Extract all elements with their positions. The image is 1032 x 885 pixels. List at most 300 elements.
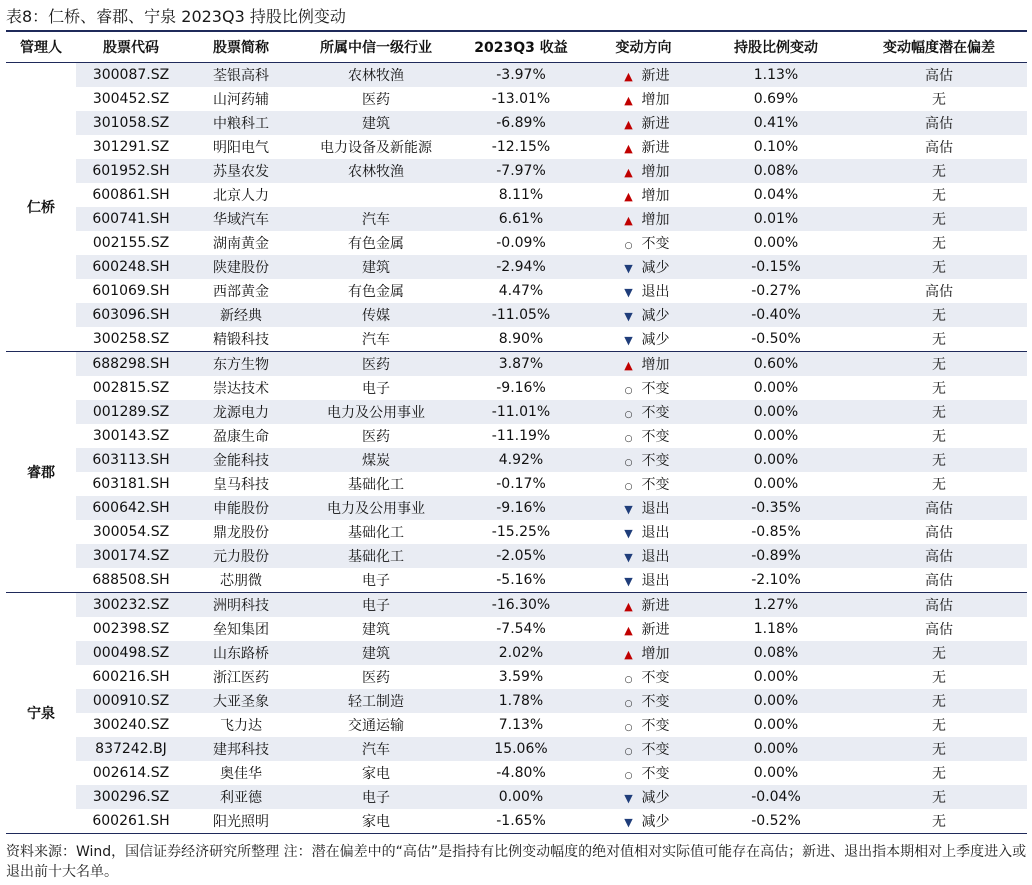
- table-row: [6, 327, 1027, 352]
- potential-bias: 无: [851, 400, 1027, 424]
- stock-name: 建邦科技: [186, 737, 296, 761]
- stock-name: 陕建股份: [186, 255, 296, 279]
- down-triangle-icon: ▼: [624, 551, 633, 564]
- down-triangle-icon: ▼: [624, 310, 633, 323]
- manager-cell: 宁泉: [6, 593, 76, 834]
- header-cell: 变动方向: [586, 31, 701, 63]
- direction-label: 增加: [641, 646, 670, 662]
- direction-label: 退出: [641, 501, 670, 517]
- stock-name: 中粮科工: [186, 111, 296, 135]
- potential-bias: 高估: [851, 520, 1027, 544]
- direction-label: 不变: [641, 453, 670, 469]
- holding-change: -0.89%: [701, 544, 851, 568]
- down-triangle-icon: ▼: [624, 286, 633, 299]
- industry: 电力设备及新能源: [296, 135, 456, 159]
- stock-name: 浙江医药: [186, 665, 296, 689]
- industry: 建筑: [296, 111, 456, 135]
- holding-change: 0.60%: [701, 352, 851, 377]
- holding-change: -0.27%: [701, 279, 851, 303]
- return: -7.54%: [456, 617, 586, 641]
- stock-name: 西部黄金: [186, 279, 296, 303]
- table-row: [6, 496, 1027, 520]
- return: -0.09%: [456, 231, 586, 255]
- return: -2.94%: [456, 255, 586, 279]
- holding-change: -0.85%: [701, 520, 851, 544]
- stock-code: 000910.SZ: [76, 689, 186, 713]
- table-row: [6, 617, 1027, 641]
- direction-label: 新进: [641, 140, 670, 156]
- table-row: [6, 87, 1027, 111]
- industry: 有色金属: [296, 231, 456, 255]
- holding-change: 0.00%: [701, 400, 851, 424]
- potential-bias: 无: [851, 207, 1027, 231]
- change-direction: [586, 472, 701, 496]
- table-row: [6, 424, 1027, 448]
- change-direction: [586, 111, 701, 135]
- change-direction: [586, 183, 701, 207]
- industry: 电子: [296, 568, 456, 593]
- stock-name: 阳光照明: [186, 809, 296, 834]
- return: -15.25%: [456, 520, 586, 544]
- direction-label: 不变: [641, 477, 670, 493]
- table-row: [6, 809, 1027, 834]
- return: 4.92%: [456, 448, 586, 472]
- holding-change: 1.18%: [701, 617, 851, 641]
- change-direction: [586, 785, 701, 809]
- return: -16.30%: [456, 593, 586, 618]
- direction-label: 增加: [641, 357, 670, 373]
- direction-label: 新进: [641, 598, 670, 614]
- change-direction: [586, 279, 701, 303]
- stock-code: 600248.SH: [76, 255, 186, 279]
- direction-label: 不变: [641, 405, 670, 421]
- stock-code: 603113.SH: [76, 448, 186, 472]
- stock-code: 301058.SZ: [76, 111, 186, 135]
- header-cell: 管理人: [6, 31, 76, 63]
- holding-change: 0.41%: [701, 111, 851, 135]
- stock-code: 603096.SH: [76, 303, 186, 327]
- change-direction: [586, 568, 701, 593]
- stock-code: 600741.SH: [76, 207, 186, 231]
- up-triangle-icon: ▲: [624, 214, 633, 227]
- table-row: [6, 376, 1027, 400]
- potential-bias: 无: [851, 713, 1027, 737]
- stock-name: 北京人力: [186, 183, 296, 207]
- stock-code: 688298.SH: [76, 352, 186, 377]
- change-direction: [586, 87, 701, 111]
- stock-code: 301291.SZ: [76, 135, 186, 159]
- change-direction: [586, 207, 701, 231]
- potential-bias: 无: [851, 303, 1027, 327]
- potential-bias: 高估: [851, 111, 1027, 135]
- stock-name: 洲明科技: [186, 593, 296, 618]
- holding-change: -0.35%: [701, 496, 851, 520]
- up-triangle-icon: ▲: [624, 142, 633, 155]
- industry: 汽车: [296, 327, 456, 352]
- stock-name: 奥佳华: [186, 761, 296, 785]
- stock-code: 688508.SH: [76, 568, 186, 593]
- holding-change: 0.00%: [701, 737, 851, 761]
- table-row: [6, 472, 1027, 496]
- table-row: [6, 544, 1027, 568]
- table-row: [6, 303, 1027, 327]
- stock-name: 鼎龙股份: [186, 520, 296, 544]
- potential-bias: 无: [851, 87, 1027, 111]
- return: -1.65%: [456, 809, 586, 834]
- table-row: [6, 279, 1027, 303]
- table-row: [6, 63, 1027, 88]
- manager-cell: 睿郡: [6, 352, 76, 593]
- industry: 轻工制造: [296, 689, 456, 713]
- potential-bias: 高估: [851, 617, 1027, 641]
- holding-change: 1.27%: [701, 593, 851, 618]
- industry: 电子: [296, 376, 456, 400]
- manager-cell: 仁桥: [6, 63, 76, 352]
- change-direction: [586, 544, 701, 568]
- holding-change: -0.50%: [701, 327, 851, 352]
- stock-name: 新经典: [186, 303, 296, 327]
- table-title: 表8：仁桥、睿郡、宁泉 2023Q3 持股比例变动: [6, 7, 346, 26]
- industry: 农林牧渔: [296, 159, 456, 183]
- potential-bias: 高估: [851, 544, 1027, 568]
- industry: 电力及公用事业: [296, 496, 456, 520]
- change-direction: [586, 327, 701, 352]
- return: -2.05%: [456, 544, 586, 568]
- direction-label: 新进: [641, 622, 670, 638]
- return: 1.78%: [456, 689, 586, 713]
- holding-change: 0.00%: [701, 472, 851, 496]
- potential-bias: 无: [851, 424, 1027, 448]
- change-direction: [586, 496, 701, 520]
- industry: 电力及公用事业: [296, 400, 456, 424]
- circle-icon: ○: [624, 482, 633, 492]
- table-row: [6, 568, 1027, 593]
- return: 8.11%: [456, 183, 586, 207]
- return: -6.89%: [456, 111, 586, 135]
- stock-code: 603181.SH: [76, 472, 186, 496]
- holding-change: -0.04%: [701, 785, 851, 809]
- direction-label: 减少: [641, 260, 670, 276]
- return: -3.97%: [456, 63, 586, 88]
- stock-name: 荃银高科: [186, 63, 296, 88]
- up-triangle-icon: ▲: [624, 600, 633, 613]
- potential-bias: 无: [851, 183, 1027, 207]
- header-cell: 变动幅度潜在偏差: [851, 31, 1027, 63]
- holding-change: 0.00%: [701, 761, 851, 785]
- direction-label: 退出: [641, 525, 670, 541]
- down-triangle-icon: ▼: [624, 503, 633, 516]
- table-body: [6, 63, 1027, 834]
- potential-bias: 高估: [851, 279, 1027, 303]
- change-direction: [586, 424, 701, 448]
- stock-name: 皇马科技: [186, 472, 296, 496]
- return: -11.01%: [456, 400, 586, 424]
- direction-label: 退出: [641, 284, 670, 300]
- table-row: [6, 713, 1027, 737]
- change-direction: [586, 665, 701, 689]
- change-direction: [586, 593, 701, 618]
- table-row: [6, 159, 1027, 183]
- potential-bias: 无: [851, 327, 1027, 352]
- potential-bias: 无: [851, 255, 1027, 279]
- table-row: [6, 207, 1027, 231]
- circle-icon: ○: [624, 458, 633, 468]
- stock-name: 湖南黄金: [186, 231, 296, 255]
- up-triangle-icon: ▲: [624, 190, 633, 203]
- change-direction: [586, 641, 701, 665]
- table-row: [6, 135, 1027, 159]
- holding-change: -2.10%: [701, 568, 851, 593]
- holding-change: 0.00%: [701, 231, 851, 255]
- header-cell: 股票简称: [186, 31, 296, 63]
- potential-bias: 无: [851, 665, 1027, 689]
- direction-label: 退出: [641, 549, 670, 565]
- stock-name: 龙源电力: [186, 400, 296, 424]
- table-row: [6, 641, 1027, 665]
- stock-code: 600861.SH: [76, 183, 186, 207]
- stock-code: 601952.SH: [76, 159, 186, 183]
- industry: 有色金属: [296, 279, 456, 303]
- return: -9.16%: [456, 376, 586, 400]
- potential-bias: 无: [851, 472, 1027, 496]
- holding-change: -0.40%: [701, 303, 851, 327]
- table-row: [6, 520, 1027, 544]
- up-triangle-icon: ▲: [624, 118, 633, 131]
- table-row: [6, 593, 1027, 618]
- change-direction: [586, 617, 701, 641]
- potential-bias: 无: [851, 352, 1027, 377]
- direction-label: 退出: [641, 573, 670, 589]
- industry: 汽车: [296, 737, 456, 761]
- industry: 家电: [296, 809, 456, 834]
- holding-change: 1.13%: [701, 63, 851, 88]
- holding-change: 0.08%: [701, 159, 851, 183]
- direction-label: 减少: [641, 308, 670, 324]
- stock-name: 苏垦农发: [186, 159, 296, 183]
- stock-name: 山东路桥: [186, 641, 296, 665]
- stock-name: 申能股份: [186, 496, 296, 520]
- table-row: [6, 665, 1027, 689]
- up-triangle-icon: ▲: [624, 166, 633, 179]
- industry: 基础化工: [296, 520, 456, 544]
- holding-change: 0.00%: [701, 424, 851, 448]
- holding-change: 0.00%: [701, 689, 851, 713]
- industry: 基础化工: [296, 544, 456, 568]
- down-triangle-icon: ▼: [624, 575, 633, 588]
- change-direction: [586, 255, 701, 279]
- direction-label: 减少: [641, 814, 670, 830]
- industry: 医药: [296, 665, 456, 689]
- stock-code: 300240.SZ: [76, 713, 186, 737]
- industry: 电子: [296, 593, 456, 618]
- stock-code: 300258.SZ: [76, 327, 186, 352]
- holding-change: 0.00%: [701, 665, 851, 689]
- change-direction: [586, 761, 701, 785]
- potential-bias: 无: [851, 376, 1027, 400]
- circle-icon: ○: [624, 434, 633, 444]
- change-direction: [586, 737, 701, 761]
- stock-name: 华域汽车: [186, 207, 296, 231]
- industry: 传媒: [296, 303, 456, 327]
- source-note: 资料来源：Wind，国信证券经济研究所整理 注：潜在偏差中的“高估”是指持有比例变动幅度的绝对值相对实际值可能存在高估；新进、退出指本期相对上季度进入或退出前十大名单。: [6, 844, 1027, 880]
- header-row: [6, 31, 1027, 63]
- change-direction: [586, 689, 701, 713]
- return: 7.13%: [456, 713, 586, 737]
- down-triangle-icon: ▼: [624, 816, 633, 829]
- potential-bias: 无: [851, 448, 1027, 472]
- potential-bias: 无: [851, 737, 1027, 761]
- direction-label: 增加: [641, 164, 670, 180]
- return: 6.61%: [456, 207, 586, 231]
- change-direction: [586, 352, 701, 377]
- industry: 建筑: [296, 255, 456, 279]
- circle-icon: ○: [624, 675, 633, 685]
- down-triangle-icon: ▼: [624, 262, 633, 275]
- industry: 建筑: [296, 641, 456, 665]
- direction-label: 增加: [641, 188, 670, 204]
- holding-change: -0.15%: [701, 255, 851, 279]
- up-triangle-icon: ▲: [624, 624, 633, 637]
- circle-icon: ○: [624, 699, 633, 709]
- circle-icon: ○: [624, 241, 633, 251]
- table-row: [6, 400, 1027, 424]
- header-cell: 持股比例变动: [701, 31, 851, 63]
- return: -11.19%: [456, 424, 586, 448]
- circle-icon: ○: [624, 386, 633, 396]
- table-row: [6, 352, 1027, 377]
- stock-name: 精锻科技: [186, 327, 296, 352]
- direction-label: 新进: [641, 68, 670, 84]
- stock-code: 601069.SH: [76, 279, 186, 303]
- return: 2.02%: [456, 641, 586, 665]
- holding-change: 0.08%: [701, 641, 851, 665]
- holding-change: 0.00%: [701, 376, 851, 400]
- table-row: [6, 785, 1027, 809]
- stock-code: 001289.SZ: [76, 400, 186, 424]
- direction-label: 新进: [641, 116, 670, 132]
- industry: 医药: [296, 352, 456, 377]
- industry: 汽车: [296, 207, 456, 231]
- stock-code: 300296.SZ: [76, 785, 186, 809]
- return: -9.16%: [456, 496, 586, 520]
- table-row: [6, 761, 1027, 785]
- stock-name: 盈康生命: [186, 424, 296, 448]
- potential-bias: 无: [851, 761, 1027, 785]
- table-row: [6, 255, 1027, 279]
- change-direction: [586, 231, 701, 255]
- direction-label: 不变: [641, 742, 670, 758]
- potential-bias: 高估: [851, 593, 1027, 618]
- stock-code: 002155.SZ: [76, 231, 186, 255]
- stock-code: 300232.SZ: [76, 593, 186, 618]
- potential-bias: 高估: [851, 63, 1027, 88]
- potential-bias: 无: [851, 785, 1027, 809]
- direction-label: 不变: [641, 718, 670, 734]
- direction-label: 增加: [641, 212, 670, 228]
- stock-name: 利亚德: [186, 785, 296, 809]
- holding-change: 0.00%: [701, 713, 851, 737]
- return: 3.87%: [456, 352, 586, 377]
- header-cell: 2023Q3 收益: [456, 31, 586, 63]
- down-triangle-icon: ▼: [624, 527, 633, 540]
- change-direction: [586, 63, 701, 88]
- industry: 家电: [296, 761, 456, 785]
- stock-code: 000498.SZ: [76, 641, 186, 665]
- industry: 建筑: [296, 617, 456, 641]
- stock-code: 002398.SZ: [76, 617, 186, 641]
- circle-icon: ○: [624, 747, 633, 757]
- change-direction: [586, 303, 701, 327]
- stock-name: 明阳电气: [186, 135, 296, 159]
- up-triangle-icon: ▲: [624, 648, 633, 661]
- change-direction: [586, 713, 701, 737]
- stock-name: 东方生物: [186, 352, 296, 377]
- direction-label: 不变: [641, 670, 670, 686]
- stock-code: 837242.BJ: [76, 737, 186, 761]
- return: 8.90%: [456, 327, 586, 352]
- down-triangle-icon: ▼: [624, 792, 633, 805]
- potential-bias: 无: [851, 231, 1027, 255]
- industry: 电子: [296, 785, 456, 809]
- industry: 医药: [296, 424, 456, 448]
- potential-bias: 无: [851, 159, 1027, 183]
- holding-change: 0.00%: [701, 448, 851, 472]
- direction-label: 减少: [641, 790, 670, 806]
- change-direction: [586, 400, 701, 424]
- table-row: [6, 737, 1027, 761]
- return: -11.05%: [456, 303, 586, 327]
- stock-name: 崇达技术: [186, 376, 296, 400]
- stock-code: 300452.SZ: [76, 87, 186, 111]
- change-direction: [586, 135, 701, 159]
- stock-name: 大亚圣象: [186, 689, 296, 713]
- industry: [296, 183, 456, 207]
- holding-change: -0.52%: [701, 809, 851, 834]
- change-direction: [586, 520, 701, 544]
- holding-change: 0.69%: [701, 87, 851, 111]
- stock-name: 芯朋微: [186, 568, 296, 593]
- stock-code: 600261.SH: [76, 809, 186, 834]
- holding-change: 0.10%: [701, 135, 851, 159]
- header-cell: 股票代码: [76, 31, 186, 63]
- stock-name: 元力股份: [186, 544, 296, 568]
- return: 15.06%: [456, 737, 586, 761]
- industry: 基础化工: [296, 472, 456, 496]
- stock-code: 300143.SZ: [76, 424, 186, 448]
- change-direction: [586, 448, 701, 472]
- change-direction: [586, 159, 701, 183]
- return: -13.01%: [456, 87, 586, 111]
- potential-bias: 无: [851, 641, 1027, 665]
- industry: 交通运输: [296, 713, 456, 737]
- stock-code: 600642.SH: [76, 496, 186, 520]
- table-row: [6, 689, 1027, 713]
- stock-code: 600216.SH: [76, 665, 186, 689]
- return: -4.80%: [456, 761, 586, 785]
- potential-bias: 高估: [851, 135, 1027, 159]
- holding-change: 0.04%: [701, 183, 851, 207]
- industry: 煤炭: [296, 448, 456, 472]
- stock-code: 300174.SZ: [76, 544, 186, 568]
- change-direction: [586, 809, 701, 834]
- return: -0.17%: [456, 472, 586, 496]
- circle-icon: ○: [624, 771, 633, 781]
- stock-code: 002815.SZ: [76, 376, 186, 400]
- change-direction: [586, 376, 701, 400]
- industry: 农林牧渔: [296, 63, 456, 88]
- direction-label: 不变: [641, 429, 670, 445]
- industry: 医药: [296, 87, 456, 111]
